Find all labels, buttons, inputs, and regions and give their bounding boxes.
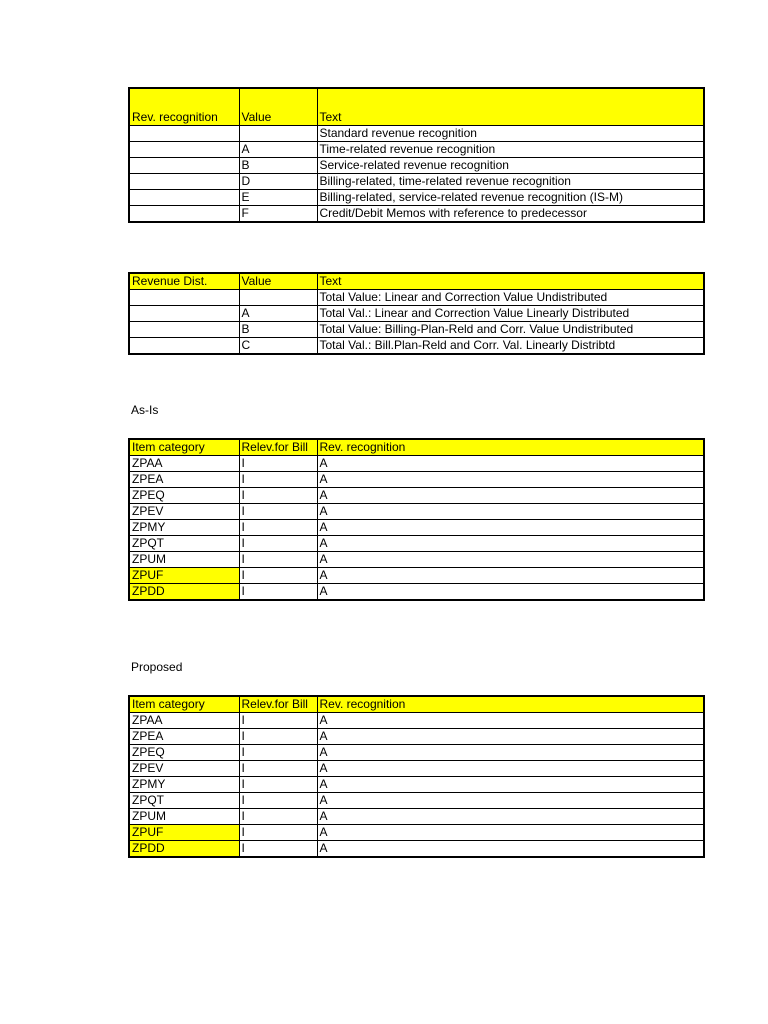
table-cell: A (317, 745, 704, 761)
table-cell: A (317, 456, 704, 472)
table-cell: ZPMY (129, 777, 239, 793)
table-cell (239, 125, 317, 141)
table-cell: I (239, 456, 317, 472)
table-cell: A (317, 472, 704, 488)
table-cell: A (317, 809, 704, 825)
table-cell (129, 205, 239, 222)
table-cell: A (317, 761, 704, 777)
table-cell: I (239, 536, 317, 552)
table-cell: I (239, 488, 317, 504)
table-cell: A (317, 568, 704, 584)
table-row (129, 141, 704, 157)
table-cell: F (239, 205, 317, 222)
table-cell: Standard revenue recognition (317, 125, 704, 141)
table-cell (129, 189, 239, 205)
header-cell: Rev. recognition (317, 696, 704, 713)
table-row (129, 173, 704, 189)
table-cell: ZPEV (129, 504, 239, 520)
table-cell: ZPUM (129, 809, 239, 825)
table-cell: A (317, 536, 704, 552)
table-cell: ZPQT (129, 793, 239, 809)
table-cell: Total Value: Billing-Plan-Reld and Corr. Value Undistributed (317, 322, 704, 338)
table-cell: ZPAA (129, 713, 239, 729)
table-row (129, 504, 704, 520)
table-cell: A (317, 777, 704, 793)
table-cell (129, 173, 239, 189)
table-cell: ZPEQ (129, 745, 239, 761)
table-row (129, 338, 704, 355)
table-row (129, 157, 704, 173)
header-cell: Value (239, 88, 317, 125)
table-cell: Total Value: Linear and Correction Value Undistributed (317, 290, 704, 306)
header-cell: Relev.for Bill (239, 439, 317, 456)
header-cell: Relev.for Bill (239, 696, 317, 713)
table-row (129, 809, 704, 825)
table-row (129, 205, 704, 222)
table-cell: I (239, 504, 317, 520)
table-row (129, 306, 704, 322)
highlighted-cell: ZPDD (129, 841, 239, 858)
table-row (129, 472, 704, 488)
table-cell: I (239, 520, 317, 536)
table-cell (129, 125, 239, 141)
table-header-row (129, 439, 704, 456)
table-row (129, 322, 704, 338)
table-cell: I (239, 713, 317, 729)
table-cell: I (239, 568, 317, 584)
table-row (129, 745, 704, 761)
table-cell (129, 141, 239, 157)
header-cell: Rev. recognition (129, 88, 239, 125)
table-cell: Billing-related, time-related revenue recognition (317, 173, 704, 189)
table-cell: I (239, 793, 317, 809)
table-cell: A (239, 306, 317, 322)
table-row (129, 125, 704, 141)
table-cell: A (317, 713, 704, 729)
table-cell: A (317, 841, 704, 858)
table-cell: A (317, 520, 704, 536)
header-cell: Value (239, 273, 317, 290)
table-cell: I (239, 841, 317, 858)
table-cell: ZPQT (129, 536, 239, 552)
table-cell: I (239, 729, 317, 745)
table-cell (129, 306, 239, 322)
header-cell: Text (317, 88, 704, 125)
table-cell: I (239, 825, 317, 841)
table-cell (129, 157, 239, 173)
table-cell: A (317, 793, 704, 809)
header-cell: Rev. recognition (317, 439, 704, 456)
highlighted-cell: ZPDD (129, 584, 239, 601)
header-cell: Revenue Dist. (129, 273, 239, 290)
table-row (129, 536, 704, 552)
table-cell: E (239, 189, 317, 205)
table-cell: A (317, 825, 704, 841)
table-cell: I (239, 552, 317, 568)
table-cell: C (239, 338, 317, 355)
table-cell: ZPEA (129, 472, 239, 488)
table-cell: Billing-related, service-related revenue recognition (IS-M) (317, 189, 704, 205)
table-cell: B (239, 322, 317, 338)
table-header-row (129, 88, 704, 125)
table-cell (129, 290, 239, 306)
table-cell: A (317, 584, 704, 601)
table-cell: Total Val.: Linear and Correction Value Linearly Distributed (317, 306, 704, 322)
table-cell: I (239, 472, 317, 488)
proposed-label: Proposed (131, 660, 183, 674)
table-cell: A (317, 552, 704, 568)
table-cell: A (239, 141, 317, 157)
table-cell: I (239, 761, 317, 777)
table-row (129, 729, 704, 745)
table-row (129, 825, 704, 841)
table-cell (129, 322, 239, 338)
table-row (129, 713, 704, 729)
table-row (129, 456, 704, 472)
table-cell: A (317, 729, 704, 745)
table-row (129, 584, 704, 601)
table-cell: ZPAA (129, 456, 239, 472)
table-cell: A (317, 504, 704, 520)
table-cell: Credit/Debit Memos with reference to predecessor (317, 205, 704, 222)
header-cell: Item category (129, 696, 239, 713)
table-cell: ZPEV (129, 761, 239, 777)
table-header-row (129, 273, 704, 290)
table-cell: I (239, 584, 317, 601)
table-row (129, 761, 704, 777)
table-cell: Time-related revenue recognition (317, 141, 704, 157)
table-row (129, 777, 704, 793)
proposed-table (128, 695, 705, 858)
table-cell: Total Val.: Bill.Plan-Reld and Corr. Val. Linearly Distribtd (317, 338, 704, 355)
table-cell: Service-related revenue recognition (317, 157, 704, 173)
table-header-row (129, 696, 704, 713)
table-cell (129, 338, 239, 355)
table-cell: ZPEA (129, 729, 239, 745)
table-cell: ZPEQ (129, 488, 239, 504)
table-cell: I (239, 745, 317, 761)
table-cell (239, 290, 317, 306)
table-cell: ZPUM (129, 552, 239, 568)
header-cell: Text (317, 273, 704, 290)
rev-recognition-table (128, 87, 705, 223)
table-cell: B (239, 157, 317, 173)
table-row (129, 552, 704, 568)
table-row (129, 520, 704, 536)
table-cell: D (239, 173, 317, 189)
as-is-table (128, 438, 705, 601)
table-cell: A (317, 488, 704, 504)
highlighted-cell: ZPUF (129, 825, 239, 841)
table-row (129, 189, 704, 205)
highlighted-cell: ZPUF (129, 568, 239, 584)
table-row (129, 568, 704, 584)
as-is-label: As-Is (131, 403, 159, 417)
table-cell: I (239, 809, 317, 825)
table-row (129, 841, 704, 858)
table-cell: I (239, 777, 317, 793)
revenue-dist-table (128, 272, 705, 355)
table-row (129, 488, 704, 504)
table-row (129, 793, 704, 809)
table-row (129, 290, 704, 306)
table-cell: ZPMY (129, 520, 239, 536)
header-cell: Item category (129, 439, 239, 456)
